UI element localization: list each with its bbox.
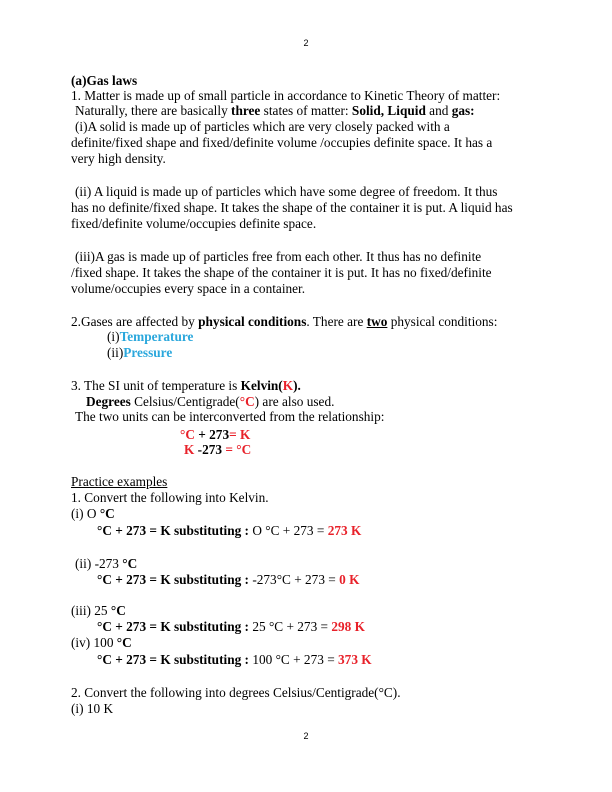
solid-line-1: (i)A solid is made up of particles which are very closely packed with a: [75, 119, 450, 134]
example-2-solution: °C + 273 = K substituting : -273°C + 273 = 0 K: [97, 572, 360, 587]
si-unit-line: 3. The SI unit of temperature is Kelvin(K).: [71, 378, 301, 393]
gas-line-3: volume/occupies every space in a container.: [71, 281, 306, 296]
example-1-label: (i) O °C: [71, 506, 115, 521]
condition-pressure: (ii)Pressure: [107, 345, 173, 360]
example-1-solution: °C + 273 = K substituting : O °C + 273 = 273 K: [97, 523, 362, 538]
condition-temperature: (i)Temperature: [107, 329, 194, 344]
gas-line-1: (iii)A gas is made up of particles free from each other. It thus has no definite: [75, 249, 482, 264]
solid-line-3: very high density.: [71, 151, 166, 166]
example-3-solution: °C + 273 = K substituting : 25 °C + 273 = 298 K: [97, 619, 365, 634]
physical-conditions-line: 2.Gases are affected by physical conditions. There are two physical conditions:: [71, 314, 498, 329]
question-2-item-1: (i) 10 K: [71, 701, 114, 716]
liquid-line-1: (ii) A liquid is made up of particles which have some degree of freedom. It thus: [75, 184, 498, 199]
page-number-top: 2: [303, 38, 309, 48]
example-4-label: (iv) 100 °C: [71, 635, 132, 650]
question-1: 1. Convert the following into Kelvin.: [71, 490, 269, 505]
section-heading: (a)Gas laws: [71, 73, 138, 88]
equation-c-to-k: °C + 273= K: [180, 427, 251, 442]
practice-title: Practice examples: [71, 474, 168, 489]
solid-line-2: definite/fixed shape and fixed/definite volume /occupies definite space. It has a: [71, 135, 493, 150]
example-4-solution: °C + 273 = K substituting : 100 °C + 273 = 373 K: [97, 652, 372, 667]
gas-line-2: /fixed shape. It takes the shape of the container it is put. It has no fixed/definite: [71, 265, 492, 280]
page-number-bottom: 2: [303, 731, 309, 741]
matter-intro-line: 1. Matter is made up of small particle in accordance to Kinetic Theory of matter:: [71, 88, 501, 103]
liquid-line-3: fixed/definite volume/occupies definite space.: [71, 216, 317, 231]
example-2-label: (ii) -273 °C: [75, 556, 138, 571]
interconvert-line: The two units can be interconverted from the relationship:: [75, 409, 385, 424]
example-3-label: (iii) 25 °C: [71, 603, 126, 618]
liquid-line-2: has no definite/fixed shape. It takes the shape of the container it is put. A liquid has: [71, 200, 513, 215]
equation-k-to-c: K -273 = °C: [184, 442, 252, 457]
states-of-matter-line: Naturally, there are basically three states of matter: Solid, Liquid and gas:: [75, 103, 475, 118]
celsius-line: Degrees Celsius/Centigrade(°C) are also used.: [86, 394, 335, 409]
question-2: 2. Convert the following into degrees Celsius/Centigrade(°C).: [71, 685, 401, 700]
